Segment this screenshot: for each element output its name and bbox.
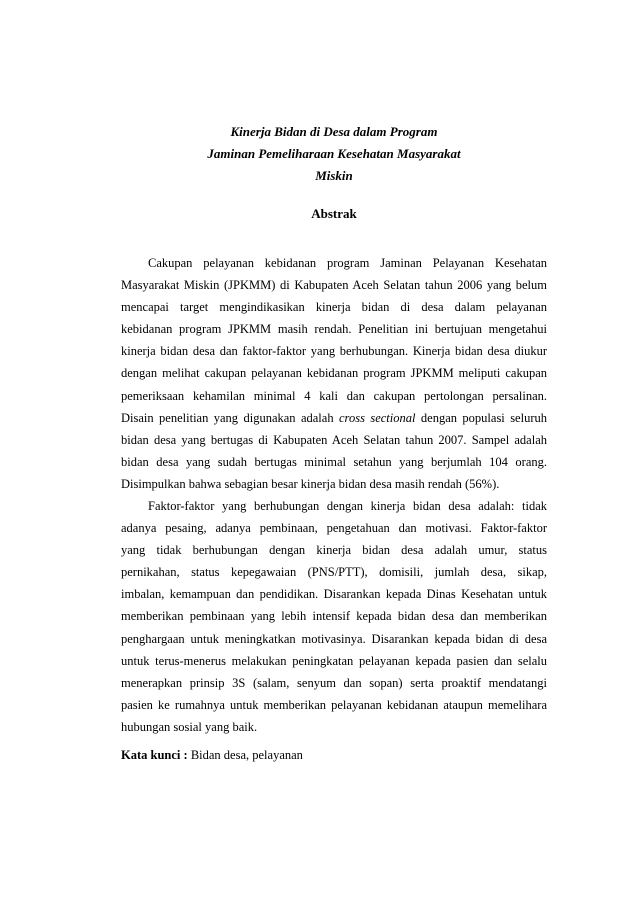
paragraph-line: pernikahan, status kepegawaian (PNS/PTT), domisili, jumlah desa, sikap,: [121, 565, 547, 580]
paragraph-line: kebidanan program JPKMM masih rendah. Penelitian ini bertujuan mengetahui: [121, 322, 547, 337]
paragraph-line: Masyarakat Miskin (JPKMM) di Kabupaten Aceh Selatan tahun 2006 yang belum: [121, 278, 547, 293]
paragraph-line: bidan desa yang sudah bertugas minimal setahun yang berjumlah 104 orang.: [121, 454, 547, 469]
title-line-1: Kinerja Bidan di Desa dalam Program: [230, 124, 438, 139]
paragraph-line: Cakupan pelayanan kebidanan program Jaminan Pelayanan Kesehatan: [148, 256, 547, 270]
title-line-3: Miskin: [315, 168, 353, 183]
paragraph-line: penghargaan untuk meningkatkan motivasinya. Disarankan kepada bidan di desa: [121, 631, 547, 646]
paragraph-line: mencapai target mengindikasikan kinerja bidan di desa dalam pelayanan: [121, 300, 547, 315]
paragraph-line: untuk terus-menerus melakukan peningkatan pelayanan kepada pasien dan selalu: [121, 653, 547, 668]
paragraph-line: hubungan sosial yang baik.: [121, 719, 258, 734]
keywords: [121, 744, 547, 766]
paragraph-line: Disimpulkan bahwa sebagian besar kinerja bidan desa masih rendah (56%).: [121, 476, 500, 491]
paragraph-line: Faktor-faktor yang berhubungan dengan kinerja bidan desa adalah: tidak: [148, 499, 547, 513]
paragraph-line: adanya pesaing, adanya pembinaan, pengetahuan dan motivasi. Faktor-faktor: [121, 521, 547, 536]
document-title: [121, 121, 547, 187]
paragraph-line: [121, 407, 547, 429]
text-segment: dengan populasi seluruh: [415, 410, 547, 425]
paragraph-line: dengan melihat cakupan pelayanan kebidanan program JPKMM meliputi cakupan: [121, 366, 547, 381]
paragraph-line: bidan desa yang bertugas di Kabupaten Aceh Selatan tahun 2007. Sampel adalah: [121, 432, 547, 447]
keywords-value: Bidan desa, pelayanan: [187, 748, 303, 762]
paragraph-line: kinerja bidan desa dan faktor-faktor yang berhubungan. Kinerja bidan desa diukur: [121, 344, 547, 359]
title-line-2: Jaminan Pemeliharaan Kesehatan Masyarakat: [207, 146, 461, 161]
abstract-paragraph-1: [121, 252, 547, 495]
text-segment: Disain penelitian yang digunakan adalah: [121, 410, 339, 425]
paragraph-line: yang tidak berhubungan dengan kinerja bidan desa adalah umur, status: [121, 543, 547, 558]
paragraph-line: imbalan, kemampuan dan pendidikan. Disarankan kepada Dinas Kesehatan untuk: [121, 587, 547, 602]
paragraph-line: pemeriksaan kehamilan minimal 4 kali dan cakupan pertolongan persalinan.: [121, 388, 547, 403]
keywords-label: Kata kunci :: [121, 748, 188, 762]
abstract-heading: Abstrak: [311, 206, 357, 221]
abstract-paragraph-2: [121, 495, 547, 738]
italic-term: cross sectional: [339, 410, 416, 425]
paragraph-line: pasien ke rumahnya untuk memberikan pelayanan kebidanan ataupun memelihara: [121, 697, 547, 712]
paragraph-line: memberikan pembinaan yang lebih intensif kepada bidan desa dan memberikan: [121, 609, 547, 624]
paragraph-line: menerapkan prinsip 3S (salam, senyum dan sopan) serta proaktif mendatangi: [121, 675, 547, 690]
